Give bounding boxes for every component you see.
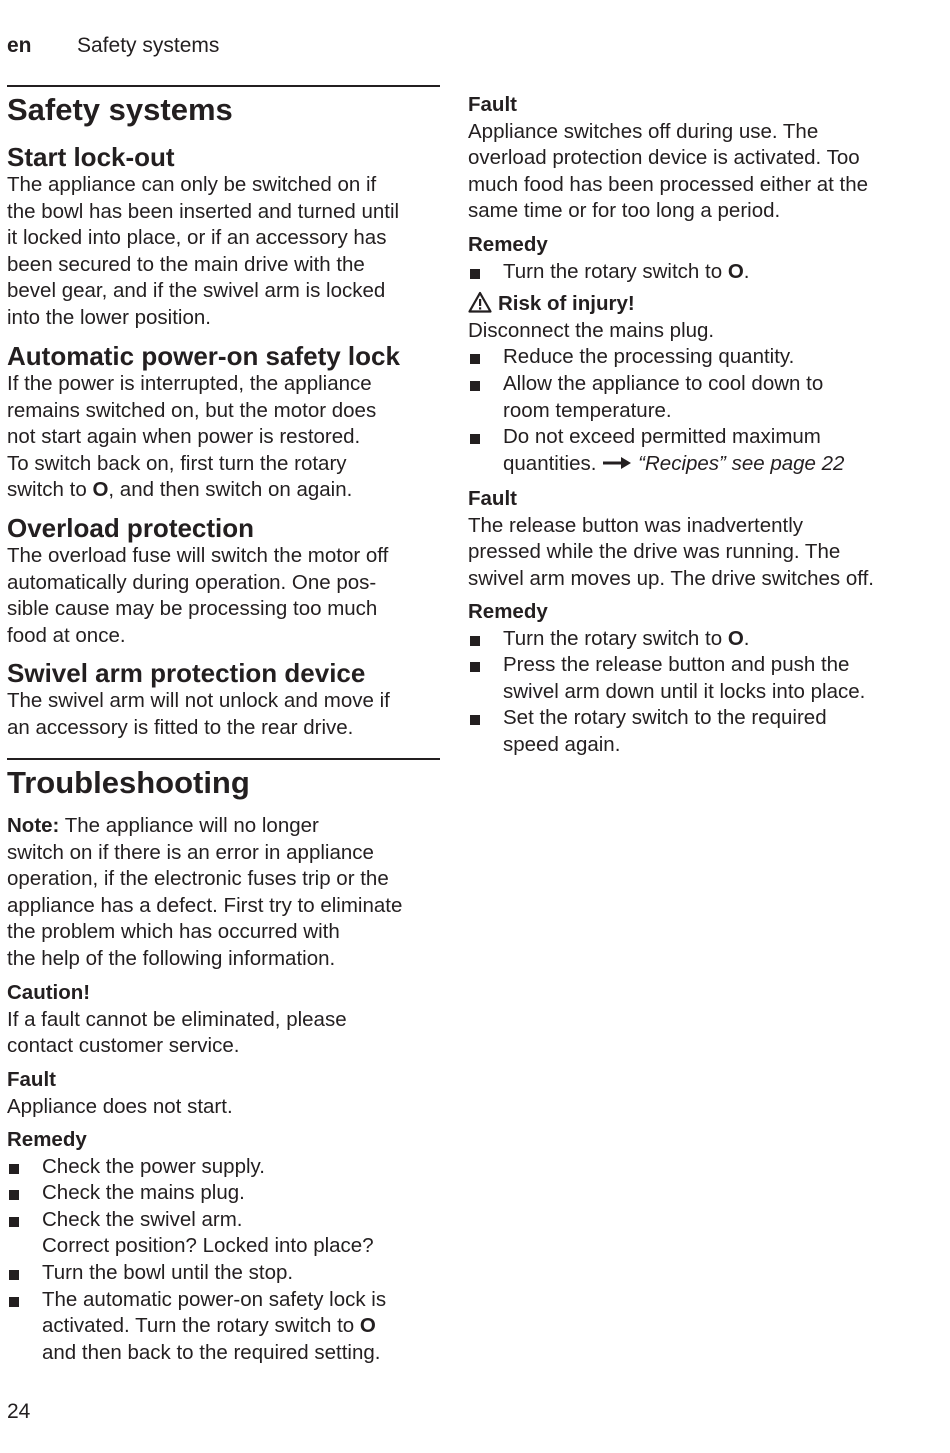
text-line (7, 477, 439, 504)
list-item-text: speed again. (503, 732, 621, 756)
list-item-text: Press the release button and push the (503, 653, 850, 677)
list-item-text: Reduce the processing quantity. (503, 345, 795, 369)
bullet-icon (470, 354, 480, 364)
text-line: swivel arm moves up. The drive switches off. (468, 566, 874, 590)
subheading: Overload protection (7, 513, 255, 543)
remedy-list (468, 626, 913, 759)
fault-text: Appliance does not start. (7, 1094, 233, 1118)
troubleshooting-heading-block (7, 763, 439, 803)
bullet-icon (9, 1190, 19, 1200)
subheading: Automatic power-on safety lock (7, 341, 400, 371)
off-symbol-icon: O (92, 478, 109, 502)
list-item (7, 1180, 439, 1207)
risk-warning (468, 291, 913, 318)
fault-label: Fault (7, 1068, 56, 1091)
text-line: contact customer service. (7, 1034, 240, 1058)
text-fragment: . (743, 626, 750, 650)
fault-label: Fault (468, 93, 517, 116)
list-item (7, 1207, 439, 1260)
bullet-icon (470, 662, 480, 672)
running-header (7, 34, 220, 58)
text-line: the problem which has occurred with (7, 920, 340, 944)
bullet-icon (470, 636, 480, 646)
list-item (468, 652, 913, 705)
text-fragment: . (743, 259, 750, 283)
text-line: remains switched on, but the motor does (7, 398, 377, 422)
off-symbol-icon: O (359, 1314, 376, 1338)
bullet-icon (9, 1270, 19, 1280)
caution-label: Caution! (7, 981, 91, 1004)
list-item-text: Check the power supply. (42, 1154, 265, 1178)
warning-triangle-icon (468, 291, 492, 313)
risk-label: Risk of injury! (498, 292, 635, 316)
swivel-arm-protection (7, 658, 439, 741)
list-item (7, 1154, 439, 1181)
text-line: To switch back on, first turn the rotary (7, 451, 347, 475)
section-heading: Safety systems (7, 92, 233, 127)
text-line: food at once. (7, 623, 126, 647)
list-item-text: room temperature. (503, 398, 672, 422)
text-fragment: The appliance will no longer (59, 814, 319, 837)
note-block (7, 813, 439, 973)
text-line: bevel gear, and if the swivel arm is locked (7, 279, 386, 303)
list-item-text: Turn the bowl until the stop. (42, 1260, 294, 1284)
off-symbol-icon: O (727, 626, 744, 650)
auto-power-lock (7, 341, 439, 504)
bullet-icon (9, 1217, 19, 1227)
text-line: The release button was inadvertently (468, 513, 804, 537)
remedy-list (7, 1154, 439, 1367)
list-item (468, 371, 913, 424)
language-code: en (7, 34, 32, 57)
list-item-text: Correct position? Locked into place? (42, 1234, 374, 1258)
list-item-text: Check the mains plug. (42, 1181, 245, 1205)
overload-protection (7, 513, 439, 649)
text-line: If a fault cannot be eliminated, please (7, 1007, 347, 1031)
text-line: The overload fuse will switch the motor off (7, 544, 389, 567)
list-item (468, 626, 913, 653)
text-line: not start again when power is restored. (7, 425, 361, 449)
remedy-label: Remedy (468, 233, 548, 256)
list-item (468, 424, 913, 477)
text-line: sible cause may be processing too much (7, 597, 378, 621)
list-item-text: Do not exceed permitted maximum (503, 425, 821, 449)
list-item-text: Allow the appliance to cool down to (503, 371, 824, 395)
text-line: appliance has a defect. First try to eliminate (7, 893, 403, 917)
text-line: Appliance switches off during use. The (468, 119, 819, 143)
text-line: into the lower position. (7, 305, 211, 329)
text-line: the help of the following information. (7, 946, 336, 970)
page-number: 24 (7, 1400, 31, 1423)
list-item-text: activated. Turn the rotary switch to (42, 1314, 360, 1338)
list-item (468, 705, 913, 758)
section-heading: Troubleshooting (7, 765, 250, 800)
list-item-text: quantities. (503, 451, 603, 475)
subheading: Start lock-out (7, 142, 175, 172)
list-item-text: Turn the rotary switch to (503, 259, 728, 283)
text-line: pressed while the drive was running. The (468, 540, 841, 564)
bullet-icon (470, 269, 480, 279)
list-item-text: and then back to the required setting. (42, 1340, 381, 1364)
section-rule (7, 758, 440, 760)
list-item-text: Check the swivel arm. (42, 1207, 243, 1231)
text-fragment: , and then switch on again. (108, 478, 353, 502)
subheading: Swivel arm protection device (7, 658, 366, 688)
fault-2 (468, 92, 913, 225)
text-line: operation, if the electronic fuses trip or the (7, 867, 389, 891)
fault-label: Fault (468, 487, 517, 510)
text-line: it locked into place, or if an accessory has (7, 226, 387, 250)
text-line: The swivel arm will not unlock and move if (7, 689, 390, 712)
bullet-icon (9, 1164, 19, 1174)
text-line: the bowl has been inserted and turned until (7, 199, 400, 223)
list-item-text: Set the rotary switch to the required (503, 706, 827, 730)
list-item-text: The automatic power-on safety lock is (42, 1287, 387, 1311)
list-item-text: Turn the rotary switch to (503, 626, 728, 650)
arrow-right-icon (602, 456, 632, 470)
text-line (7, 813, 439, 840)
text-line: much food has been processed either at the (468, 172, 869, 196)
remedy-1 (7, 1127, 439, 1366)
cross-reference-link[interactable]: “Recipes” see page 22 (638, 451, 845, 475)
remedy-3 (468, 599, 913, 759)
text-line: been secured to the main drive with the (7, 252, 365, 276)
caution-block (7, 980, 439, 1060)
text-fragment: switch to (7, 478, 93, 502)
text-line: The appliance can only be switched on if (7, 173, 377, 196)
note-label: Note: (7, 814, 60, 837)
risk-text: Disconnect the mains plug. (468, 318, 715, 342)
header-title: Safety systems (77, 34, 220, 57)
bullet-icon (9, 1297, 19, 1307)
fault-3 (468, 486, 913, 592)
text-line: overload protection device is activated. Too (468, 146, 860, 170)
start-lockout (7, 142, 439, 332)
fault-1 (7, 1067, 439, 1120)
bullet-icon (470, 381, 480, 391)
text-line: same time or for too long a period. (468, 199, 781, 223)
remedy-list (468, 344, 913, 477)
text-line: If the power is interrupted, the appliance (7, 372, 372, 395)
safety-section (7, 90, 439, 130)
bullet-icon (470, 434, 480, 444)
bullet-icon (470, 715, 480, 725)
list-item (468, 344, 913, 371)
remedy-label: Remedy (7, 1128, 87, 1151)
off-symbol-icon: O (727, 259, 744, 283)
list-item (7, 1287, 439, 1367)
list-item-text: swivel arm down until it locks into place. (503, 679, 866, 703)
remedy-2 (468, 232, 913, 477)
remedy-list (468, 259, 913, 286)
list-item (468, 259, 913, 286)
section-rule (7, 85, 440, 87)
remedy-label: Remedy (468, 600, 548, 623)
text-line: an accessory is fitted to the rear drive. (7, 715, 354, 739)
text-line: switch on if there is an error in appliance (7, 840, 374, 864)
text-line: automatically during operation. One pos- (7, 570, 377, 594)
list-item (7, 1260, 439, 1287)
